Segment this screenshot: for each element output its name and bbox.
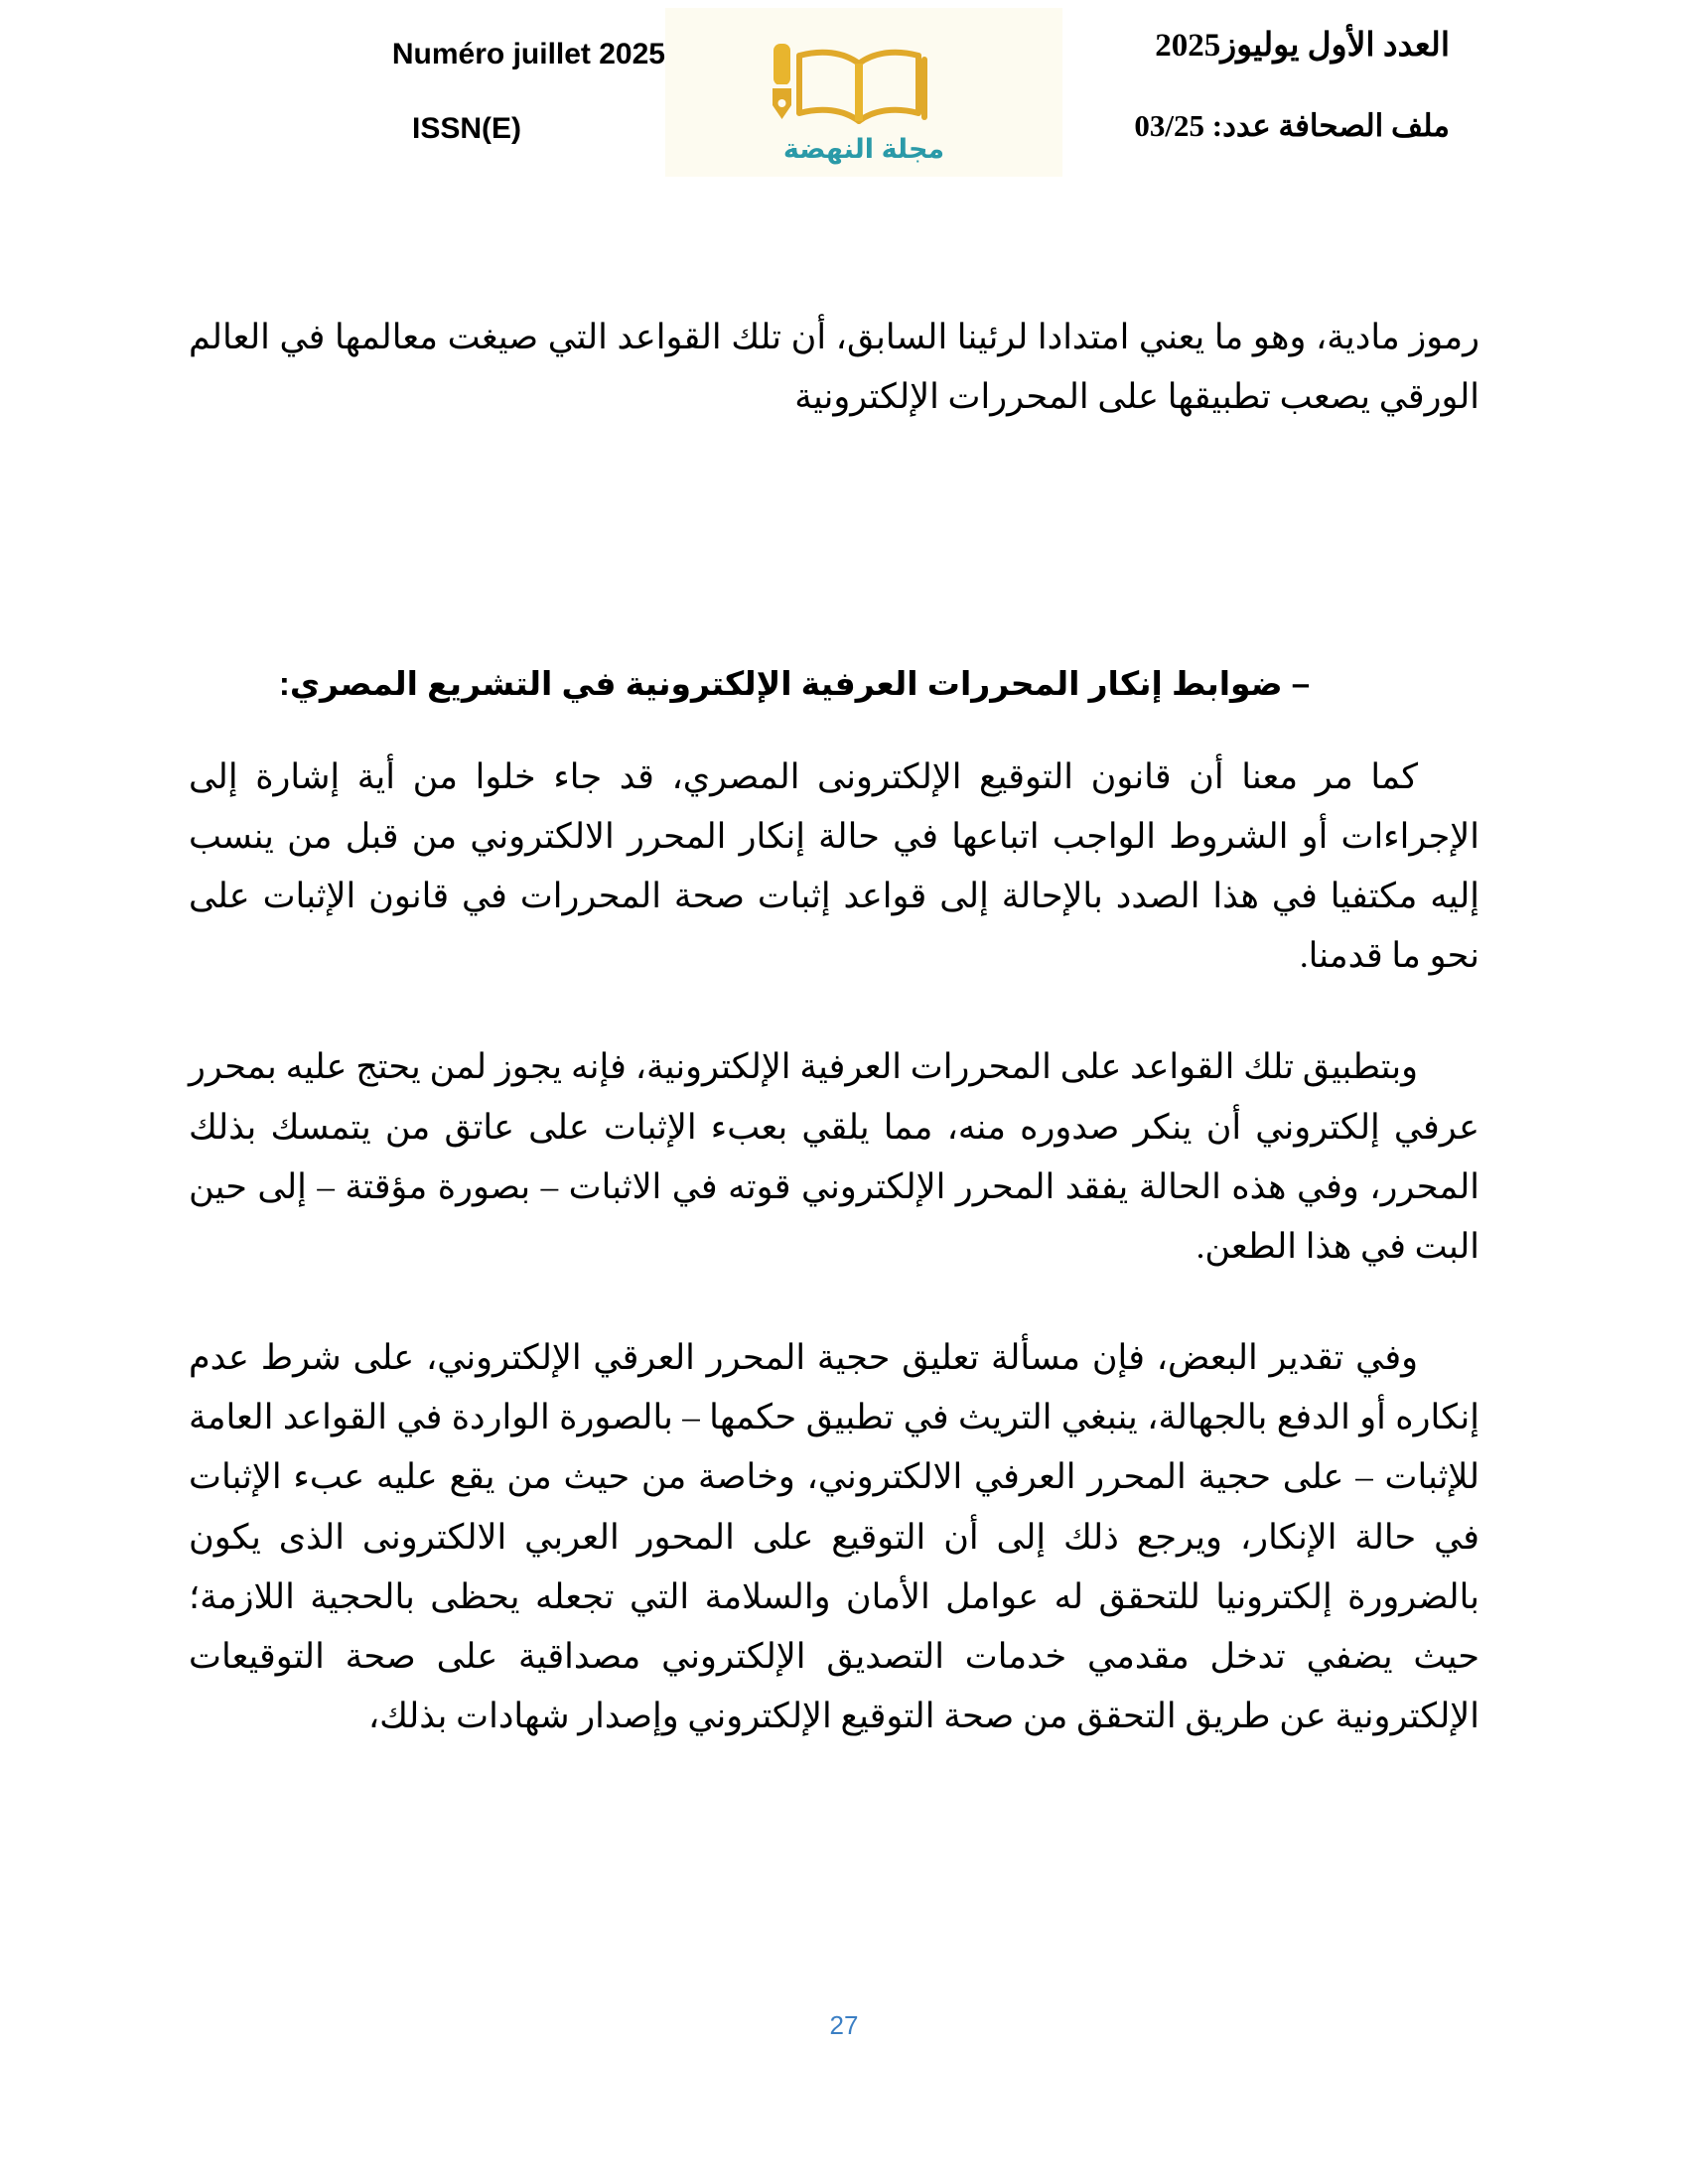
page-number: 27	[829, 2010, 859, 2040]
paragraph-continuation: رموز مادية، وهو ما يعني امتدادا لرئينا السابق، أن تلك القواعد التي صيغت معالمها في العالم الورقي يصعب تطبيقها على المحررات الإلكترونية	[189, 318, 1479, 417]
section-heading: – ضوابط إنكار المحررات العرفية الإلكترونية في التشريع المصري:	[278, 665, 1311, 703]
issue-label-arabic: العدد الأول يوليوز2025	[1155, 28, 1450, 64]
paragraph-four: وفي تقدير البعض، فإن مسألة تعليق حجية المحرر العرقي الإلكتروني، على شرط عدم إنكاره أو الدفع بالجهالة، ينبغي التريث في تطبيق حكمها – بالصورة الواردة في القواعد العامة للإثبات – على حجية المحرر العرفي الالكتروني، وخاصة من حيث من يقع عليه عبء الإثبات في حالة الإنكار، ويرجع ذلك إلى أن التوقيع على المحور العربي الالكترونى الذى يكون بالضرورة إلكترونيا للتحقق له عوامل الأمان والسلامة التي تجعله يحظى بالحجية اللازمة؛ حيث يضفي تدخل مقدمي خدمات التصديق الإلكتروني مصداقية على صحة التوقيعات الإلكترونية عن طريق التحقق من صحة التوقيع الإلكتروني وإصدار شهادات بذلك،	[189, 1338, 1479, 1736]
page-header	[0, 0, 1688, 248]
issn-label: ISSN(E)	[411, 112, 521, 145]
header-left-block	[149, 40, 665, 144]
spacer	[189, 708, 1479, 748]
paragraph-three: وبتطبيق تلك القواعد على المحررات العرفية الإلكترونية، فإنه يجوز لمن يحتج عليه بمحرر عرفي إلكتروني أن ينكر صدوره منه، مما يلقي بعبء الإثبات على عاتق من يتمسك بذلك المحرر، وفي هذه الحالة يفقد المحرر الإلكتروني قوته في الاثبات – بصورة مؤقتة – إلى حين البت في هذا الطعن.	[189, 1047, 1479, 1266]
header-right-block	[933, 30, 1450, 141]
spacer	[189, 986, 1479, 1037]
file-number-label: ملف الصحافة عدد: 03/25	[1134, 108, 1450, 143]
paragraph-two: كما مر معنا أن قانون التوقيع الإلكترونى المصري، قد جاء خلوا من أية إشارة إلى الإجراءات أو الشروط الواجب اتباعها في حالة إنكار المحرر الالكتروني من قبل من ينسب إليه مكتفيا في هذا الصدد بالإحالة إلى قواعد إثبات صحة المحررات في قانون الإثبات على نحو ما قدمنا.	[189, 756, 1479, 976]
journal-logo-caption: مجلة النهضة	[782, 134, 945, 164]
issue-label-french: Numéro juillet 2025	[391, 38, 665, 70]
spacer	[189, 427, 1479, 661]
spacer	[189, 1277, 1479, 1328]
article-body	[189, 308, 1479, 1746]
